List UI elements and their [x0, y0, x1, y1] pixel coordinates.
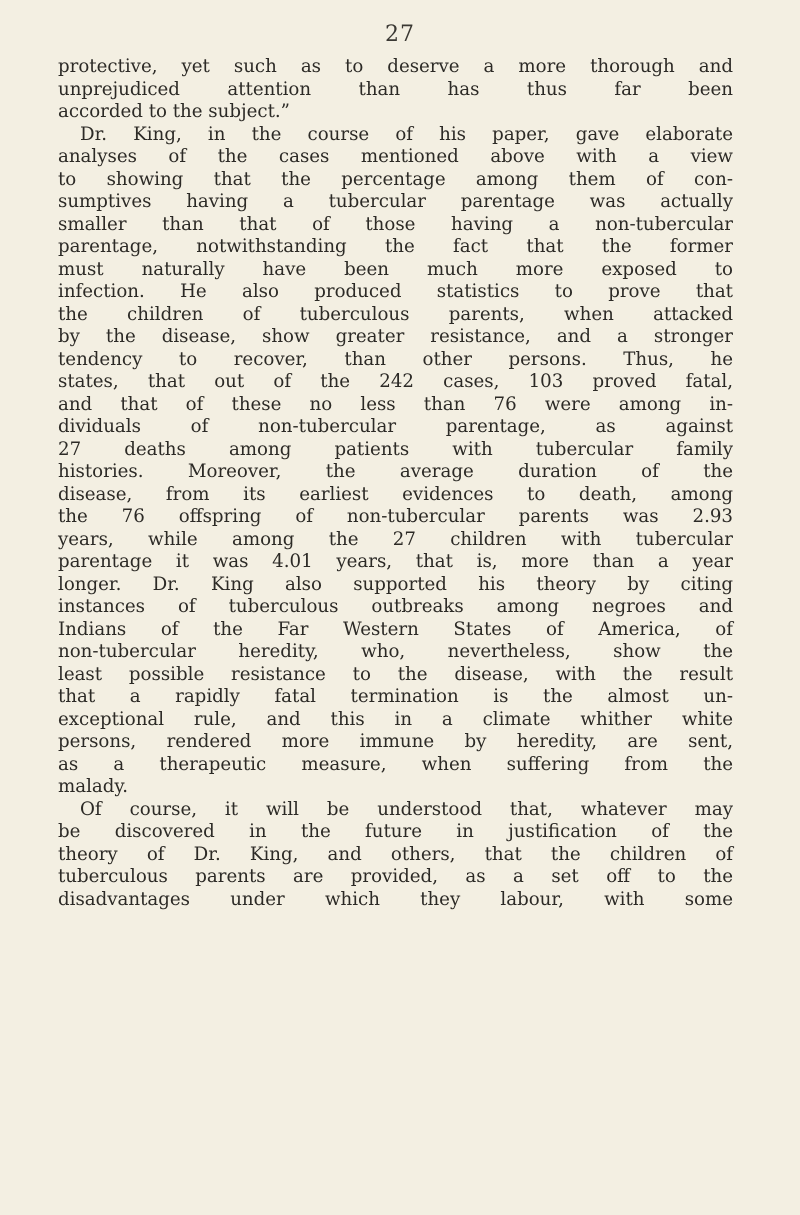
text-line: and that of these no less than 76 were among in-: [58, 393, 733, 415]
text-line: tendency to recover, than other persons. Thus, he: [58, 348, 733, 370]
text-line: infection. He also produced statistics to prove that: [58, 281, 733, 302]
text-line: states, that out of the 242 cases, 103 proved fatal,: [58, 371, 733, 392]
page-number: 27: [385, 22, 415, 47]
text-line: smaller than that of those having a non-tubercular: [58, 213, 733, 235]
text-line: exceptional rule, and this in a climate whither white: [58, 708, 733, 730]
text-line: Dr. King, in the course of his paper, gave elaborate: [80, 123, 733, 145]
text-line: sumptives having a tubercular parentage was actually: [58, 191, 733, 212]
text-line: least possible resistance to the disease, with the result: [58, 663, 733, 685]
text-line: by the disease, show greater resistance, and a stronger: [58, 326, 733, 347]
text-line: the children of tuberculous parents, when attacked: [58, 303, 733, 325]
text-line: be discovered in the future in justification of the: [58, 821, 733, 842]
text-line: malady.: [58, 776, 129, 797]
text-line: non-tubercular heredity, who, nevertheless, show the: [58, 641, 733, 662]
text-line: Of course, it will be understood that, whatever may: [80, 798, 733, 820]
text-line: analyses of the cases mentioned above with a view: [58, 146, 733, 167]
text-line: instances of tuberculous outbreaks among negroes and: [58, 596, 733, 617]
text-line: must naturally have been much more exposed to: [58, 258, 733, 280]
text-line: protective, yet such as to deserve a more thorough and: [58, 56, 733, 77]
text-line: Indians of the Far Western States of America, of: [58, 618, 733, 640]
text-line: that a rapidly fatal termination is the almost un-: [58, 686, 733, 707]
text-line: years, while among the 27 children with tubercular: [58, 528, 733, 550]
text-line: longer. Dr. King also supported his theory by citing: [58, 573, 733, 595]
text-line: to showing that the percentage among them of con-: [58, 168, 733, 190]
text-line: persons, rendered more immune by heredity, are sent,: [58, 731, 733, 752]
text-line: parentage, notwithstanding the fact that the former: [58, 236, 733, 257]
text-line: unprejudiced attention than has thus far been: [58, 78, 733, 100]
text-line: 27 deaths among patients with tubercular family: [58, 438, 733, 460]
text-line: as a therapeutic measure, when suffering from the: [58, 753, 733, 775]
text-line: disadvantages under which they labour, with some: [58, 888, 733, 910]
text-line: theory of Dr. King, and others, that the children of: [58, 843, 733, 865]
text-line: dividuals of non-tubercular parentage, as against: [58, 416, 733, 437]
text-line: the 76 offspring of non-tubercular parents was 2.93: [58, 506, 733, 527]
text-line: tuberculous parents are provided, as a set off to the: [58, 866, 733, 887]
text-line: disease, from its earliest evidences to death, among: [58, 483, 733, 505]
text-line: histories. Moreover, the average duration of the: [58, 461, 733, 482]
text-line: accorded to the subject.”: [58, 101, 290, 122]
text-line: parentage it was 4.01 years, that is, more than a year: [58, 551, 733, 572]
body-text: [58, 56, 733, 911]
